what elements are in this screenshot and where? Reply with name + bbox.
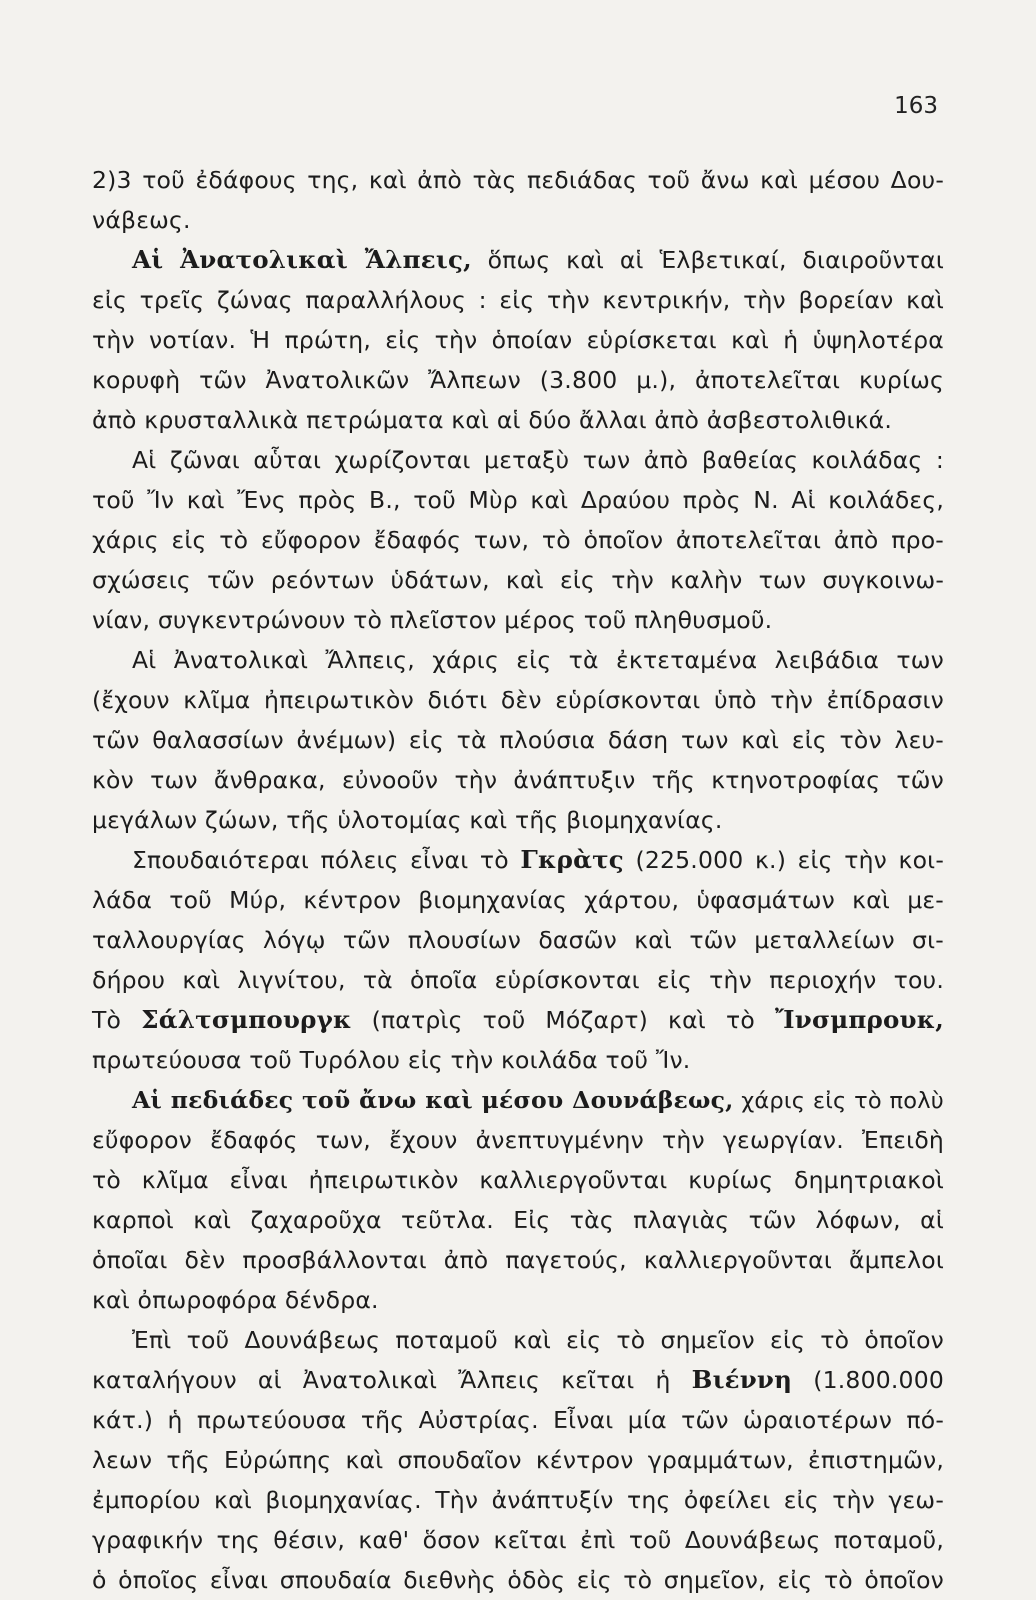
line-text: νάβεως.	[92, 206, 191, 234]
city-innsbruck: Ἴνσμπρουκ,	[774, 1005, 944, 1034]
line-text: κορυφὴ τῶν Ἀνατολικῶν Ἄλπεων (3.800 μ.), ἀποτελεῖται κυρίως	[92, 366, 944, 394]
line-text: χάρις εἰς τὸ πολὺ	[733, 1088, 945, 1114]
line-text: χάρις εἰς τὸ εὔφορον ἔδαφός των, τὸ ὁποῖον ἀποτελεῖται ἀπὸ προ-	[92, 526, 944, 554]
line-text: μεγάλων ζώων, τῆς ὑλοτομίας καὶ τῆς βιομηχανίας.	[92, 806, 723, 834]
text-line	[92, 720, 944, 760]
line-text: δήρου καὶ λιγνίτου, τὰ ὁποῖα εὑρίσκονται εἰς τὴν περιοχήν του.	[92, 966, 944, 994]
line-text: Τὸ	[92, 1006, 142, 1034]
text-line	[92, 840, 944, 880]
text-line	[92, 680, 944, 720]
line-text: τὴν νοτίαν. Ἡ πρώτη, εἰς τὴν ὁποίαν εὑρίσκεται καὶ ἡ ὑψηλοτέρα	[92, 326, 944, 354]
text-line	[92, 1080, 944, 1120]
text-line	[92, 1120, 944, 1160]
text-line	[92, 360, 944, 400]
text-line	[92, 760, 944, 800]
text-line	[92, 320, 944, 360]
line-text: (ἔχουν κλῖμα ἠπειρωτικὸν διότι δὲν εὑρίσκονται ὑπὸ τὴν ἐπίδρασιν	[92, 686, 944, 714]
text-line	[92, 440, 944, 480]
line-text: ὁ ὁποῖος εἶναι σπουδαία διεθνὴς ὁδὸς εἰς τὸ σημεῖον, εἰς τὸ ὁποῖον	[92, 1566, 944, 1594]
text-line	[92, 1480, 944, 1520]
text-line	[92, 1440, 944, 1480]
text-line	[92, 800, 944, 840]
text-line	[92, 600, 944, 640]
line-text: ὁποῖαι δὲν προσβάλλονται ἀπὸ παγετούς, καλλιεργοῦνται ἄμπελοι	[92, 1246, 944, 1274]
text-line	[92, 1320, 944, 1360]
text-line	[92, 160, 944, 200]
line-text: τῶν θαλασσίων ἀνέμων) εἰς τὰ πλούσια δάση των καὶ εἰς τὸν λευ-	[92, 726, 944, 754]
text-line	[92, 280, 944, 320]
text-line	[92, 1000, 944, 1040]
text-line	[92, 640, 944, 680]
line-text: (1.800.000	[792, 1366, 944, 1394]
text-line	[92, 1520, 944, 1560]
line-text: καταλήγουν αἱ Ἀνατολικαὶ Ἄλπεις κεῖται ἡ	[92, 1366, 692, 1394]
city-vienna: Βιέννη	[691, 1365, 793, 1394]
text-line	[92, 1400, 944, 1440]
text-line	[92, 880, 944, 920]
line-text: λάδα τοῦ Μύρ, κέντρον βιομηχανίας χάρτου, ὑφασμάτων καὶ με-	[92, 886, 944, 914]
text-line	[92, 1360, 944, 1400]
city-salzburg: Σάλτσμπουργκ	[141, 1005, 352, 1034]
line-text: ὅπως καὶ αἱ Ἑλβετικαί, διαιροῦνται	[471, 246, 944, 274]
line-text: κάτ.) ἡ πρωτεύουσα τῆς Αὐστρίας. Εἶναι μία τῶν ὡραιοτέρων πό-	[92, 1406, 944, 1434]
text-line	[92, 920, 944, 960]
line-text: νίαν, συγκεντρώνουν τὸ πλεῖστον μέρος τοῦ πληθυσμοῦ.	[92, 606, 773, 634]
heading-eastern-alps: Αἱ Ἀνατολικαὶ Ἄλπεις,	[132, 245, 472, 274]
line-text: πρωτεύουσα τοῦ Τυρόλου εἰς τὴν κοιλάδα τοῦ Ἴν.	[92, 1046, 691, 1074]
text-line	[92, 1560, 944, 1600]
text-line	[92, 1240, 944, 1280]
text-line	[92, 240, 944, 280]
line-text: εἰς τρεῖς ζώνας παραλλήλους : εἰς τὴν κεντρικήν, τὴν βορείαν καὶ	[92, 286, 944, 314]
line-text: τὸ κλῖμα εἶναι ἠπειρωτικὸν καλλιεργοῦνται κυρίως δημητριακοὶ	[92, 1166, 944, 1194]
heading-danube-plains: Αἱ πεδιάδες τοῦ ἄνω καὶ μέσου Δουνάβεως,	[132, 1086, 734, 1114]
line-text: 2)3 τοῦ ἐδάφους της, καὶ ἀπὸ τὰς πεδιάδας τοῦ ἄνω καὶ μέσου Δου-	[92, 166, 944, 194]
text-line	[92, 960, 944, 1000]
line-text: Ἐπὶ τοῦ Δουνάβεως ποταμοῦ καὶ εἰς τὸ σημεῖον εἰς τὸ ὁποῖον	[132, 1326, 944, 1354]
line-text: Αἱ ζῶναι αὗται χωρίζονται μεταξὺ των ἀπὸ βαθείας κοιλάδας :	[132, 446, 944, 474]
text-line	[92, 1280, 944, 1320]
line-text: εὔφορον ἔδαφός των, ἔχουν ἀνεπτυγμένην τὴν γεωργίαν. Ἐπειδὴ	[92, 1126, 944, 1154]
city-graz: Γκρὰτς	[520, 845, 624, 874]
text-line	[92, 1200, 944, 1240]
text-line	[92, 1160, 944, 1200]
text-line	[92, 1040, 944, 1080]
line-text: (225.000 κ.) εἰς τὴν κοι-	[623, 846, 944, 874]
line-text: σχώσεις τῶν ρεόντων ὑδάτων, καὶ εἰς τὴν καλὴν των συγκοινω-	[92, 566, 944, 594]
line-text: ἐμπορίου καὶ βιομηχανίας. Τὴν ἀνάπτυξίν της ὀφείλει εἰς τὴν γεω-	[92, 1486, 944, 1514]
body-text	[92, 160, 944, 1600]
line-text: καὶ ὀπωροφόρα δένδρα.	[92, 1286, 379, 1314]
page-number: 163	[894, 93, 938, 119]
line-text: ταλλουργίας λόγῳ τῶν πλουσίων δασῶν καὶ τῶν μεταλλείων σι-	[92, 926, 944, 954]
text-line	[92, 400, 944, 440]
line-text: τοῦ Ἴν καὶ Ἔνς πρὸς Β., τοῦ Μὺρ καὶ Δραύου πρὸς Ν. Αἱ κοιλάδες,	[92, 486, 944, 514]
line-text: καρποὶ καὶ ζαχαροῦχα τεῦτλα. Εἰς τὰς πλαγιὰς τῶν λόφων, αἱ	[92, 1206, 944, 1234]
line-text: Αἱ Ἀνατολικαὶ Ἄλπεις, χάρις εἰς τὰ ἐκτεταμένα λειβάδια των	[132, 646, 944, 674]
line-text: Σπουδαιότεραι πόλεις εἶναι τὸ	[132, 846, 521, 874]
text-line	[92, 560, 944, 600]
line-text: (πατρὶς τοῦ Μόζαρτ) καὶ τὸ	[351, 1006, 775, 1034]
line-text: λεων τῆς Εὐρώπης καὶ σπουδαῖον κέντρον γραμμάτων, ἐπιστημῶν,	[92, 1446, 944, 1474]
line-text: κὸν των ἄνθρακα, εὐνοοῦν τὴν ἀνάπτυξιν τῆς κτηνοτροφίας τῶν	[92, 766, 944, 794]
line-text: ἀπὸ κρυσταλλικὰ πετρώματα καὶ αἱ δύο ἄλλαι ἀπὸ ἀσβεστολιθικά.	[92, 406, 893, 434]
line-text: γραφικήν της θέσιν, καθ' ὅσον κεῖται ἐπὶ τοῦ Δουνάβεως ποταμοῦ,	[92, 1526, 944, 1554]
text-line	[92, 480, 944, 520]
text-line	[92, 520, 944, 560]
text-line	[92, 200, 944, 240]
